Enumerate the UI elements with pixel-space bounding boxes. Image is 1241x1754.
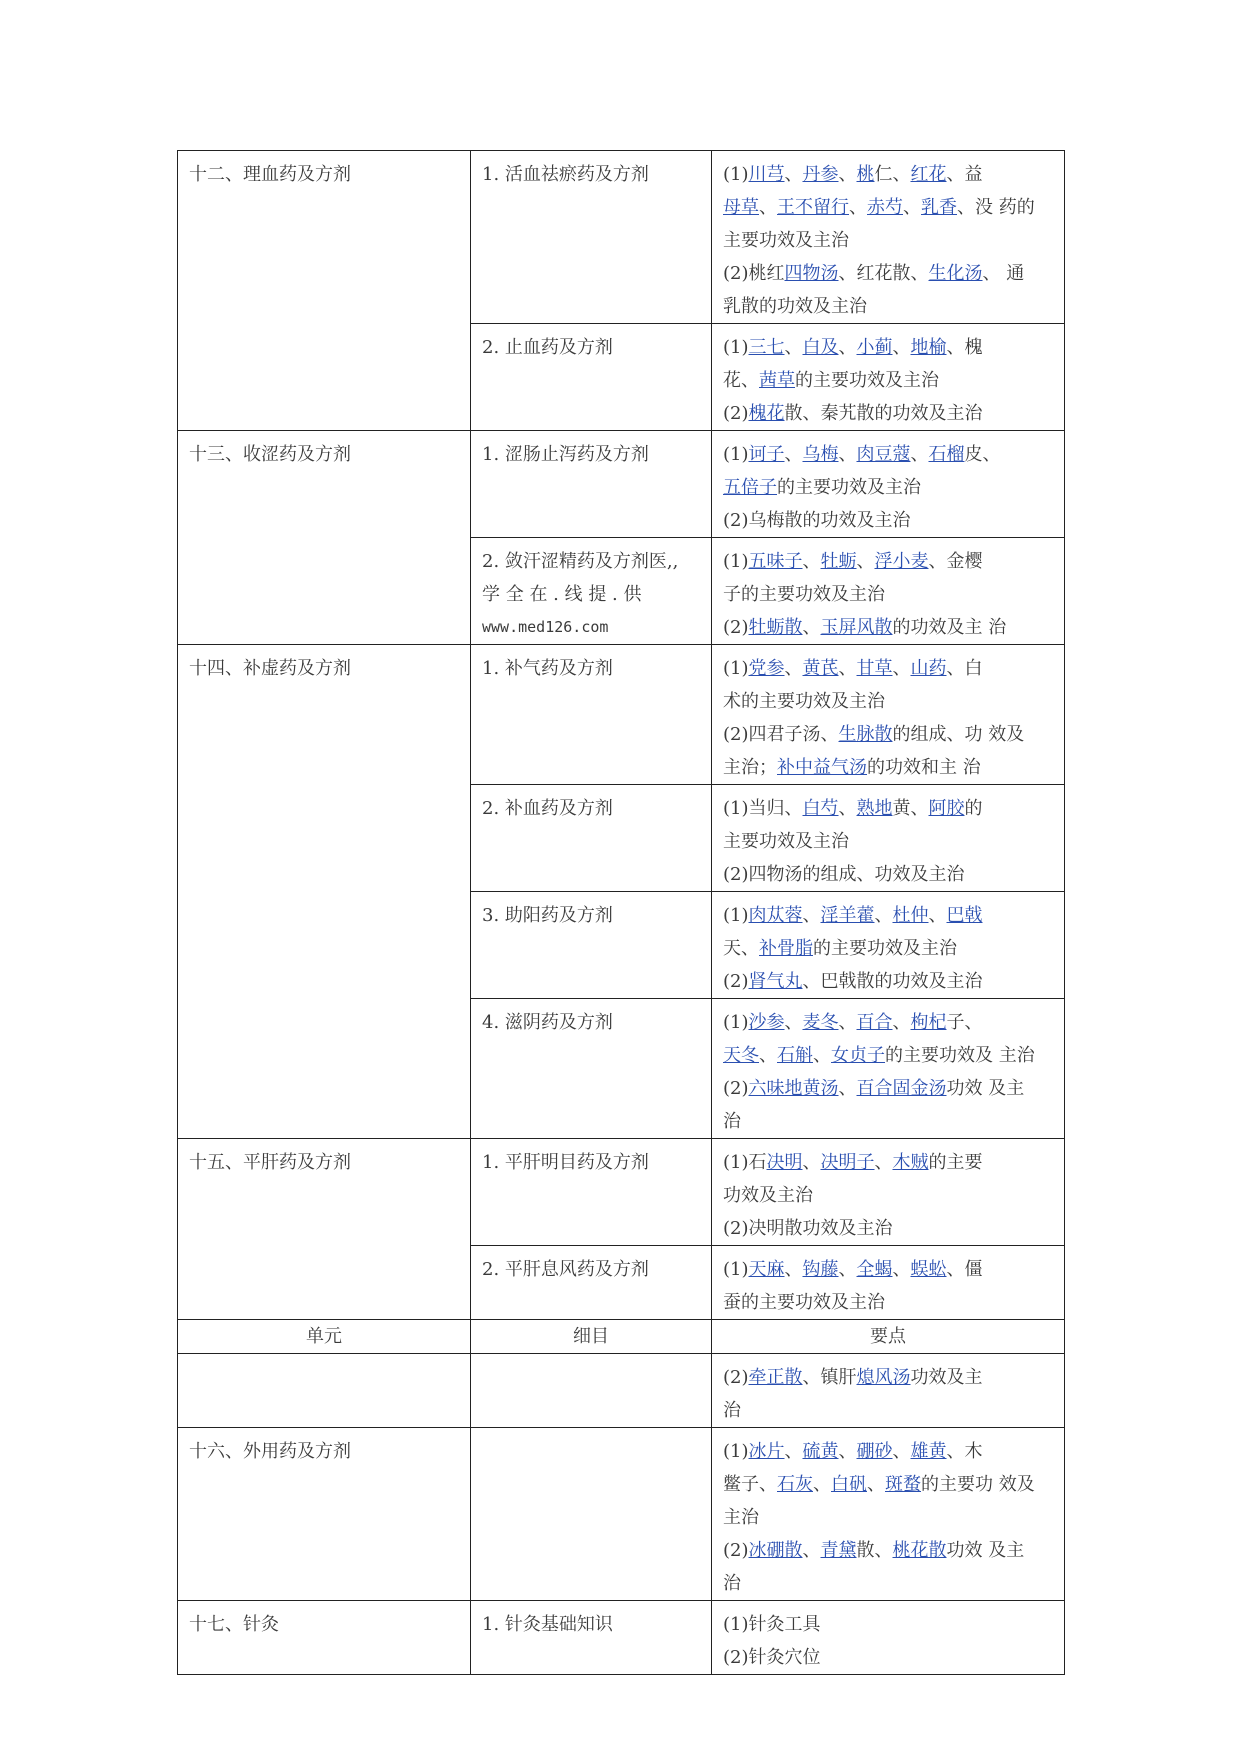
point-line <box>723 1435 1055 1468</box>
unit-cell: 十七、针灸 <box>178 1601 471 1675</box>
point-text: 、 <box>892 658 911 679</box>
point-line <box>723 1212 1055 1245</box>
point-text: 、益 <box>946 164 983 185</box>
header-cell-col1: 单元 <box>178 1320 471 1354</box>
unit-cell: 十二、理血药及方剂 <box>178 151 471 431</box>
herb-link[interactable]: 天冬 <box>723 1045 759 1066</box>
points-cell <box>712 1354 1065 1428</box>
herb-link[interactable]: 决明 <box>766 1152 803 1173</box>
herb-link[interactable]: 乌梅 <box>802 444 839 465</box>
point-text: 、 <box>910 444 929 465</box>
point-text: (2) <box>723 1367 749 1388</box>
points-cell <box>712 645 1065 785</box>
point-text: (1) <box>723 1012 749 1033</box>
point-text: 、 <box>759 197 777 218</box>
points-cell <box>712 785 1065 892</box>
herb-link[interactable]: 杜仲 <box>892 905 929 926</box>
herb-link[interactable]: 巴戟 <box>946 905 983 926</box>
point-line <box>723 504 1055 537</box>
point-line <box>723 1286 1055 1319</box>
point-line <box>723 1146 1055 1179</box>
point-text: (2) <box>723 1078 749 1099</box>
herb-link[interactable]: 蜈蚣 <box>910 1259 947 1280</box>
point-text: 的主要功效及 主治 <box>885 1045 1035 1066</box>
point-line <box>723 1567 1055 1600</box>
point-line <box>723 751 1055 784</box>
item-text: 2. 补血药及方剂 <box>482 798 613 819</box>
point-text: 、 <box>867 1474 885 1495</box>
point-line <box>723 331 1055 364</box>
point-text: 功效及主 <box>910 1367 983 1388</box>
points-cell <box>712 892 1065 999</box>
herb-link[interactable]: 补中益气汤 <box>777 757 867 778</box>
herb-link[interactable]: 白及 <box>802 337 839 358</box>
point-text: 、 <box>874 1152 893 1173</box>
herb-link[interactable]: 桃花散 <box>892 1540 947 1561</box>
item-text: 1. 补气药及方剂 <box>482 658 613 679</box>
unit-cell: 十五、平肝药及方剂 <box>178 1139 471 1320</box>
table-row <box>178 1139 1065 1246</box>
point-text: 子的主要功效及主治 <box>723 584 885 605</box>
herb-link[interactable]: 补骨脂 <box>759 938 813 959</box>
herb-link[interactable]: 牡蛎散 <box>748 617 803 638</box>
point-text: (1) <box>723 905 749 926</box>
point-text: 功效 及主 <box>946 1540 1025 1561</box>
item-cell <box>471 538 712 645</box>
point-text: 黄、 <box>892 798 929 819</box>
herb-link[interactable]: 牵正散 <box>748 1367 803 1388</box>
point-text: 花、 <box>723 370 759 391</box>
table-row <box>178 1354 1065 1428</box>
point-text: 、 <box>928 905 947 926</box>
point-text: 仁、 <box>874 164 911 185</box>
point-text: (2)四君子汤、 <box>723 724 839 745</box>
herb-link[interactable]: 丹参 <box>802 164 839 185</box>
point-text: (1)石 <box>723 1152 767 1173</box>
point-line <box>723 1361 1055 1394</box>
point-text: 、镇肝 <box>802 1367 857 1388</box>
point-line <box>723 471 1055 504</box>
herb-link[interactable]: 乳香 <box>921 197 957 218</box>
point-text: (2)乌梅散的功效及主治 <box>723 510 911 531</box>
item-text: 3. 助阳药及方剂 <box>482 905 613 926</box>
point-text: (1) <box>723 164 749 185</box>
herb-link[interactable]: 槐花 <box>748 403 785 424</box>
unit-cell: 十四、补虚药及方剂 <box>178 645 471 1139</box>
herb-link[interactable]: 熄风汤 <box>856 1367 911 1388</box>
point-text: 、 <box>838 1012 857 1033</box>
point-line <box>723 1534 1055 1567</box>
point-text: (1) <box>723 1259 749 1280</box>
point-line <box>723 685 1055 718</box>
point-text: 子、 <box>946 1012 983 1033</box>
herb-link[interactable]: 阿胶 <box>928 798 965 819</box>
point-text: 的 <box>964 798 983 819</box>
point-text: 的功效和主 治 <box>867 757 981 778</box>
herb-link[interactable]: 木贼 <box>892 1152 929 1173</box>
points-cell <box>712 431 1065 538</box>
points-cell <box>712 151 1065 324</box>
herb-link[interactable]: 熟地 <box>856 798 893 819</box>
item-text: 2. 敛汗涩精药及方剂医,, 学 全 在 . 线 提 . 供 <box>482 551 679 605</box>
point-text: 术的主要功效及主治 <box>723 691 885 712</box>
point-text: 、 <box>759 1045 777 1066</box>
herb-link[interactable]: 白芍 <box>802 798 839 819</box>
point-text: 、 <box>802 617 821 638</box>
point-text: 主要功效及主治 <box>723 831 849 852</box>
point-text: (2)决明散功效及主治 <box>723 1218 893 1239</box>
point-line <box>723 1253 1055 1286</box>
point-text: 、 <box>838 798 857 819</box>
point-text: (1) <box>723 658 749 679</box>
item-cell <box>471 1601 712 1675</box>
point-text: (2) <box>723 617 749 638</box>
herb-link[interactable]: 牡蛎 <box>820 551 857 572</box>
herb-link[interactable]: 石灰 <box>777 1474 813 1495</box>
table-row <box>178 151 1065 324</box>
point-text: 、红花散、 <box>838 263 929 284</box>
point-line <box>723 290 1055 323</box>
item-cell <box>471 151 712 324</box>
point-text: 、 <box>838 658 857 679</box>
herb-link[interactable]: 枸杞 <box>910 1012 947 1033</box>
point-text: 的主要功效及主治 <box>795 370 939 391</box>
points-cell <box>712 1428 1065 1601</box>
herb-link[interactable]: 麦冬 <box>802 1012 839 1033</box>
point-text: 治 <box>723 1573 741 1594</box>
point-text: (1) <box>723 1441 749 1462</box>
point-text: 、 <box>802 905 821 926</box>
herb-link[interactable]: 诃子 <box>748 444 785 465</box>
item-cell <box>471 645 712 785</box>
points-cell <box>712 324 1065 431</box>
point-text: 主要功效及主治 <box>723 230 849 251</box>
header-row <box>178 1320 1065 1354</box>
points-cell <box>712 1246 1065 1320</box>
point-text: 、 <box>874 905 893 926</box>
points-cell <box>712 1601 1065 1675</box>
herb-link[interactable]: 生脉散 <box>838 724 893 745</box>
point-text: (2) <box>723 403 749 424</box>
herb-link[interactable]: 桃 <box>856 164 875 185</box>
herb-link[interactable]: 斑蝥 <box>885 1474 921 1495</box>
point-text: 、 <box>838 1441 857 1462</box>
points-cell <box>712 1139 1065 1246</box>
herb-link[interactable]: 青黛 <box>820 1540 857 1561</box>
unit-cell <box>178 1354 471 1428</box>
point-text: 天、 <box>723 938 759 959</box>
herb-link[interactable]: 硫黄 <box>802 1441 839 1462</box>
item-cell <box>471 1354 712 1428</box>
point-text: 主治 <box>723 1507 759 1528</box>
point-text: 、 <box>802 1540 821 1561</box>
herb-link[interactable]: 甘草 <box>856 658 893 679</box>
point-line <box>723 1394 1055 1427</box>
point-text: 、僵 <box>946 1259 983 1280</box>
item-cell <box>471 892 712 999</box>
point-text: 的主要功效及主治 <box>813 938 957 959</box>
item-cell <box>471 999 712 1139</box>
herb-link[interactable]: 五倍子 <box>723 477 777 498</box>
herb-link[interactable]: 肉苁蓉 <box>748 905 803 926</box>
herb-link[interactable]: 冰硼散 <box>748 1540 803 1561</box>
herb-link[interactable]: 百合固金汤 <box>856 1078 947 1099</box>
point-text: (2)桃红 <box>723 263 785 284</box>
point-text: 、 <box>903 197 921 218</box>
point-line <box>723 158 1055 191</box>
herb-link[interactable]: 淫羊藿 <box>820 905 875 926</box>
point-text: 、 <box>813 1474 831 1495</box>
point-text: 的主要功效及主治 <box>777 477 921 498</box>
point-text: 的组成、功 效及 <box>892 724 1025 745</box>
point-text: 、 <box>802 551 821 572</box>
point-line <box>723 792 1055 825</box>
point-text: 的功效及主 治 <box>892 617 1007 638</box>
herb-link[interactable]: 四物汤 <box>784 263 839 284</box>
item-text: 1. 针灸基础知识 <box>482 1614 613 1635</box>
point-text: (2) <box>723 1540 749 1561</box>
point-text: 的主要功 效及 <box>921 1474 1035 1495</box>
point-text: 、 <box>838 337 857 358</box>
herb-link[interactable]: 红花 <box>910 164 947 185</box>
table-row <box>178 645 1065 785</box>
point-text: 、 <box>784 1012 803 1033</box>
point-text: 、 <box>892 1012 911 1033</box>
point-text: 、 <box>892 1259 911 1280</box>
point-line <box>723 825 1055 858</box>
point-text: 、 <box>838 444 857 465</box>
point-text: 蚕的主要功效及主治 <box>723 1292 885 1313</box>
point-line <box>723 1179 1055 1212</box>
herb-link[interactable]: 浮小麦 <box>874 551 929 572</box>
unit-cell: 十三、收涩药及方剂 <box>178 431 471 645</box>
point-text: 功效 及主 <box>946 1078 1025 1099</box>
point-line <box>723 1072 1055 1105</box>
item-cell <box>471 431 712 538</box>
herb-link[interactable]: 三七 <box>748 337 785 358</box>
point-text: (2)四物汤的组成、功效及主治 <box>723 864 965 885</box>
point-text: 功效及主治 <box>723 1185 813 1206</box>
item-cell <box>471 1428 712 1601</box>
herb-link[interactable]: 党参 <box>748 658 785 679</box>
item-text: 4. 滋阴药及方剂 <box>482 1012 613 1033</box>
point-line <box>723 1468 1055 1501</box>
item-cell <box>471 324 712 431</box>
herb-link[interactable]: 肉豆蔻 <box>856 444 911 465</box>
herb-link[interactable]: 茜草 <box>759 370 795 391</box>
point-text: 、槐 <box>946 337 983 358</box>
point-text: 、 <box>813 1045 831 1066</box>
herb-link[interactable]: 小蓟 <box>856 337 893 358</box>
point-line <box>723 438 1055 471</box>
point-text: (1) <box>723 337 749 358</box>
herb-link[interactable]: 冰片 <box>748 1441 785 1462</box>
point-text: 、 <box>838 1078 857 1099</box>
herb-link[interactable]: 钩藤 <box>802 1259 839 1280</box>
herb-link[interactable]: 白矾 <box>831 1474 867 1495</box>
herb-link[interactable]: 肾气丸 <box>748 971 803 992</box>
point-text: 、木 <box>946 1441 983 1462</box>
point-text: 、 <box>784 658 803 679</box>
point-text: 、 <box>838 164 857 185</box>
header-cell-col3: 要点 <box>712 1320 1065 1354</box>
herb-link[interactable]: 玉屏风散 <box>820 617 893 638</box>
point-line <box>723 224 1055 257</box>
point-line <box>723 257 1055 290</box>
point-text: 、白 <box>946 658 983 679</box>
herb-link[interactable]: 百合 <box>856 1012 893 1033</box>
point-line <box>723 1006 1055 1039</box>
item-url: www.med126.com <box>482 618 609 636</box>
item-text: 1. 活血祛瘀药及方剂 <box>482 164 649 185</box>
point-text: 、 通 <box>982 263 1025 284</box>
herb-link[interactable]: 王不留行 <box>777 197 849 218</box>
point-line <box>723 1608 1055 1641</box>
item-cell <box>471 1246 712 1320</box>
point-text: 、 <box>784 1259 803 1280</box>
point-text: 主治； <box>723 757 777 778</box>
herb-link[interactable]: 决明子 <box>820 1152 875 1173</box>
header-cell-col2: 细目 <box>471 1320 712 1354</box>
point-text: 治 <box>723 1111 741 1132</box>
point-text: 、金樱 <box>928 551 983 572</box>
point-line <box>723 397 1055 430</box>
point-text: 、 <box>856 551 875 572</box>
point-text: (1)针灸工具 <box>723 1614 821 1635</box>
table-row <box>178 1601 1065 1675</box>
item-text: 2. 止血药及方剂 <box>482 337 613 358</box>
point-text: 、 <box>784 1441 803 1462</box>
point-line <box>723 652 1055 685</box>
herb-link[interactable]: 雄黄 <box>910 1441 947 1462</box>
herb-link[interactable]: 硼砂 <box>856 1441 893 1462</box>
syllabus-table <box>177 150 1065 1675</box>
point-line <box>723 932 1055 965</box>
point-line <box>723 858 1055 891</box>
point-text: 、没 药的 <box>957 197 1035 218</box>
herb-link[interactable]: 石榴 <box>928 444 965 465</box>
point-text: 、 <box>784 444 803 465</box>
point-line <box>723 965 1055 998</box>
point-text: 、 <box>892 337 911 358</box>
herb-link[interactable]: 川芎 <box>748 164 785 185</box>
point-line <box>723 611 1055 644</box>
point-text: (2)针灸穴位 <box>723 1647 821 1668</box>
point-line <box>723 899 1055 932</box>
herb-link[interactable]: 母草 <box>723 197 759 218</box>
point-line <box>723 1501 1055 1534</box>
point-line <box>723 1039 1055 1072</box>
herb-link[interactable]: 山药 <box>910 658 947 679</box>
herb-link[interactable]: 沙参 <box>748 1012 785 1033</box>
item-cell <box>471 785 712 892</box>
point-text: (1) <box>723 551 749 572</box>
point-text: 治 <box>723 1400 741 1421</box>
item-cell <box>471 1139 712 1246</box>
herb-link[interactable]: 六味地黄汤 <box>748 1078 839 1099</box>
points-cell <box>712 999 1065 1139</box>
table-row <box>178 1428 1065 1601</box>
point-text: 散、 <box>856 1540 893 1561</box>
point-line <box>723 578 1055 611</box>
point-text: 、 <box>802 1152 821 1173</box>
herb-link[interactable]: 生化汤 <box>928 263 983 284</box>
point-text: 、 <box>838 1259 857 1280</box>
item-text: 2. 平肝息风药及方剂 <box>482 1259 649 1280</box>
herb-link[interactable]: 天麻 <box>748 1259 785 1280</box>
item-text: 1. 涩肠止泻药及方剂 <box>482 444 649 465</box>
point-text: (2) <box>723 971 749 992</box>
table-row <box>178 431 1065 538</box>
points-cell <box>712 538 1065 645</box>
unit-cell: 十六、外用药及方剂 <box>178 1428 471 1601</box>
point-text: (1) <box>723 444 749 465</box>
point-text: 散、秦艽散的功效及主治 <box>784 403 983 424</box>
herb-link[interactable]: 黄芪 <box>802 658 839 679</box>
herb-link[interactable]: 全蝎 <box>856 1259 893 1280</box>
point-text: 乳散的功效及主治 <box>723 296 867 317</box>
point-text: (1)当归、 <box>723 798 803 819</box>
point-line <box>723 364 1055 397</box>
herb-link[interactable]: 石斛 <box>777 1045 813 1066</box>
herb-link[interactable]: 女贞子 <box>831 1045 885 1066</box>
point-line <box>723 1105 1055 1138</box>
point-line <box>723 191 1055 224</box>
point-text: 、 <box>784 337 803 358</box>
point-line <box>723 545 1055 578</box>
point-text: 、 <box>784 164 803 185</box>
point-text: 鳖子、 <box>723 1474 777 1495</box>
point-text: 、 <box>892 1441 911 1462</box>
point-line <box>723 718 1055 751</box>
point-text: 的主要 <box>928 1152 983 1173</box>
point-text: 、 <box>849 197 867 218</box>
herb-link[interactable]: 五味子 <box>748 551 803 572</box>
point-line <box>723 1641 1055 1674</box>
herb-link[interactable]: 赤芍 <box>867 197 903 218</box>
herb-link[interactable]: 地榆 <box>910 337 947 358</box>
point-text: 、巴戟散的功效及主治 <box>802 971 983 992</box>
item-text: 1. 平肝明目药及方剂 <box>482 1152 649 1173</box>
point-text: 皮、 <box>964 444 1001 465</box>
